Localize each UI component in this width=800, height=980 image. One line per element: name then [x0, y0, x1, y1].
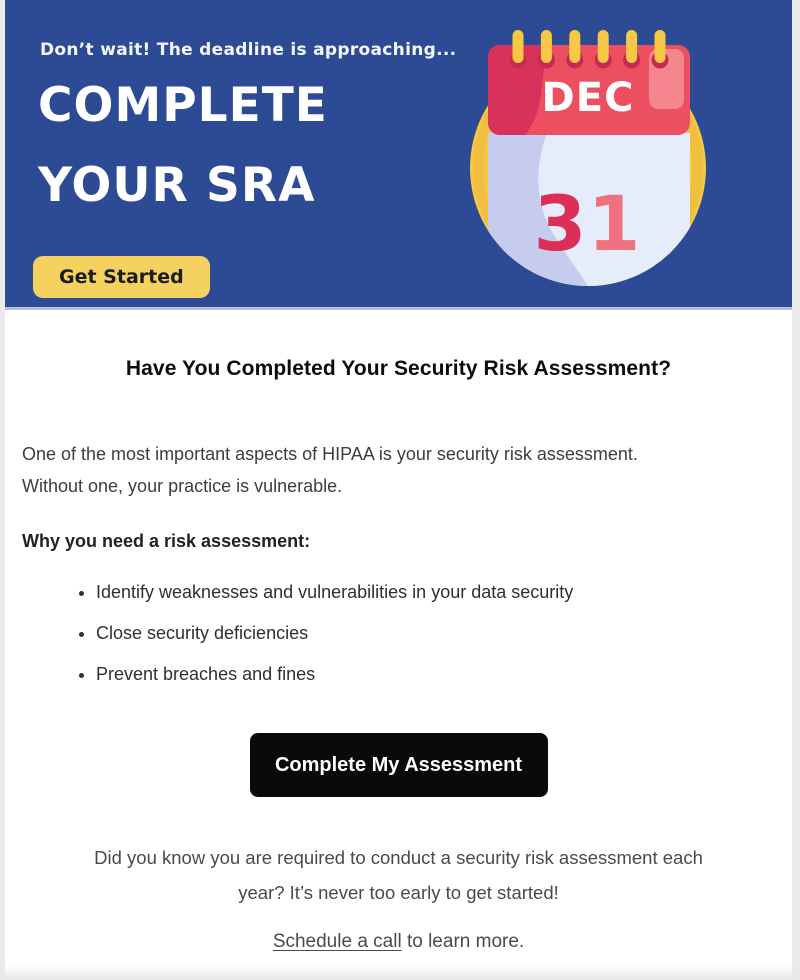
- intro-paragraph: [22, 438, 775, 502]
- complete-assessment-button[interactable]: Complete My Assessment: [250, 733, 548, 797]
- headline-line-2: YOUR SRA: [38, 158, 316, 213]
- reminder-line-1: Did you know you are required to conduct a security risk assessment each: [94, 847, 703, 868]
- hero-banner: [5, 0, 792, 310]
- calendar-day-digit-3: 3: [533, 179, 585, 268]
- schedule-call-link[interactable]: Schedule a call: [272, 931, 402, 952]
- email-body: [5, 0, 792, 980]
- list-item: • Close security deficiencies: [96, 620, 775, 646]
- banner-headline: [38, 66, 328, 226]
- calendar-dec-31-icon: [450, 18, 750, 310]
- schedule-call-row: [22, 931, 775, 953]
- bottom-fade-divider: [0, 965, 800, 980]
- get-started-button[interactable]: Get Started: [33, 256, 210, 298]
- calendar-month-label: DEC: [541, 75, 635, 121]
- benefits-list: [22, 579, 775, 687]
- list-item: • Identify weaknesses and vulnerabilities in your data security: [96, 579, 775, 605]
- deadline-eyebrow-text: Don’t wait! The deadline is approaching...: [40, 40, 457, 60]
- reminder-paragraph: [29, 840, 769, 910]
- intro-line-1: One of the most important aspects of HIPAA is your security risk assessment.: [22, 444, 638, 464]
- main-heading: Have You Completed Your Security Risk Assessment?: [125, 357, 672, 380]
- calendar-day-digit-1: 1: [587, 179, 639, 268]
- list-item: • Prevent breaches and fines: [96, 661, 775, 687]
- link-suffix-text: to learn more.: [401, 931, 525, 952]
- why-heading: Why you need a risk assessment:: [22, 531, 311, 551]
- headline-line-1: COMPLETE: [38, 78, 328, 133]
- email-content: [5, 357, 792, 953]
- intro-line-2: Without one, your practice is vulnerable.: [22, 476, 343, 496]
- reminder-line-2: year? It’s never too early to get started!: [238, 882, 559, 903]
